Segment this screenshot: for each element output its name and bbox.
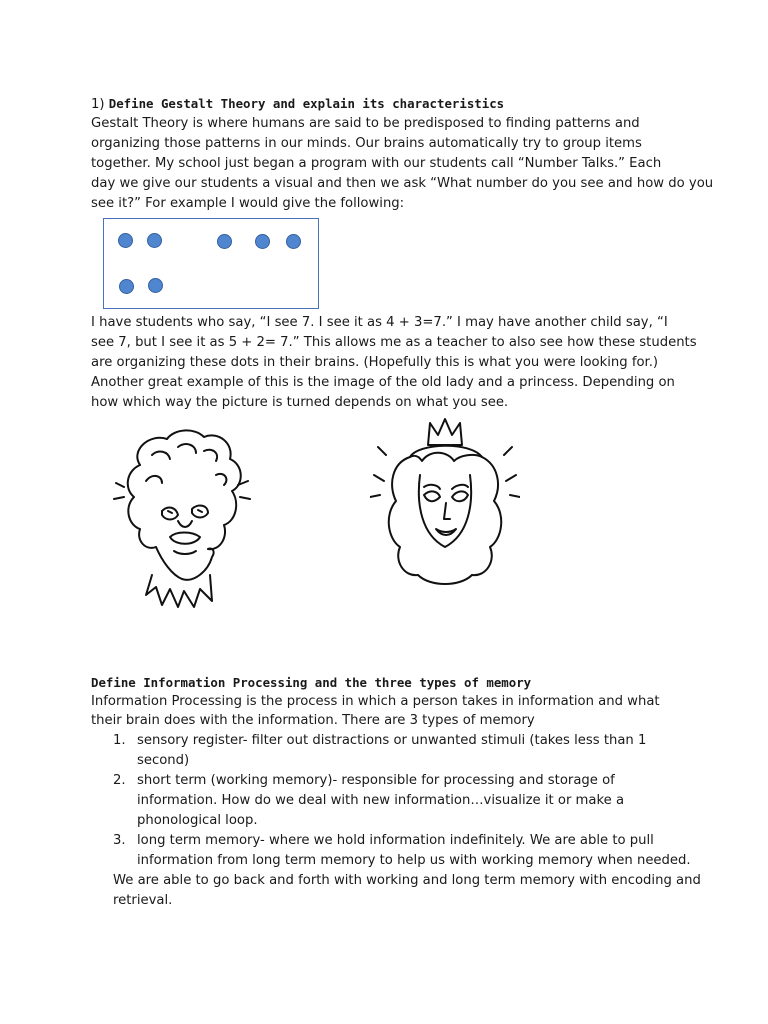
paragraph-line: Another great example of this is the image of the old lady and a princess. Depending on <box>91 375 675 390</box>
dot <box>148 278 163 293</box>
paragraph-line: their brain does with the information. There are 3 types of memory <box>91 713 535 728</box>
memory-types-list <box>91 731 711 871</box>
paragraph-line: see 7, but I see it as 5 + 2= 7.” This allows me as a teacher to also see how these students <box>91 335 697 350</box>
dot <box>255 234 270 249</box>
paragraph-line: We are able to go back and forth with working and long term memory with encoding and <box>113 873 701 888</box>
list-item <box>91 831 711 871</box>
list-text-line: second) <box>137 753 190 768</box>
paragraph-line: how which way the picture is turned depends on what you see. <box>91 395 509 410</box>
dot <box>147 233 162 248</box>
paragraph-line: Information Processing is the process in which a person takes in information and what <box>91 694 660 709</box>
list-item <box>91 771 711 831</box>
list-text-line: short term (working memory)- responsible for processing and storage of <box>137 773 615 788</box>
list-text-line: phonological loop. <box>137 813 258 828</box>
paragraph-line: are organizing these dots in their brains. (Hopefully this is what you were looking for.) <box>91 355 659 370</box>
list-number: 3. <box>113 833 126 848</box>
list-text-line: information. How do we deal with new information…visualize it or make a <box>137 793 625 808</box>
paragraph-line: Gestalt Theory is where humans are said to be predisposed to finding patterns and <box>91 116 640 131</box>
paragraph-line: together. My school just began a program with our students call “Number Talks.” Each <box>91 156 662 171</box>
list-number: 1. <box>113 733 126 748</box>
old-lady-face-drawing <box>112 425 252 610</box>
list-text-line: sensory register- filter out distractions or unwanted stimuli (takes less than 1 <box>137 733 647 748</box>
heading-text: Define Information Processing and the three types of memory <box>91 675 532 690</box>
paragraph-line: day we give our students a visual and then we ask “What number do you see and how do you <box>91 176 714 191</box>
dot <box>118 233 133 248</box>
paragraph-line: see it?” For example I would give the following: <box>91 196 405 211</box>
heading-text: Define Gestalt Theory and explain its characteristics <box>108 96 505 111</box>
question-2-heading <box>91 673 691 694</box>
paragraph-line: organizing those patterns in our minds. Our brains automatically try to group items <box>91 136 642 151</box>
paragraph-line: I have students who say, “I see 7. I see it as 4 + 3=7.” I may have another child say, “I <box>91 315 668 330</box>
question-1-heading <box>91 94 691 115</box>
list-number: 2. <box>113 773 126 788</box>
dot <box>286 234 301 249</box>
paragraph-line: retrieval. <box>113 893 173 908</box>
list-item <box>91 731 711 771</box>
dot-pattern-box <box>103 218 319 309</box>
dot <box>119 279 134 294</box>
question-number: 1) <box>91 97 105 112</box>
princess-face-drawing <box>370 415 520 605</box>
list-text-line: long term memory- where we hold information indefinitely. We are able to pull <box>137 833 654 848</box>
list-text-line: information from long term memory to help us with working memory when needed. <box>137 853 691 868</box>
dot <box>217 234 232 249</box>
